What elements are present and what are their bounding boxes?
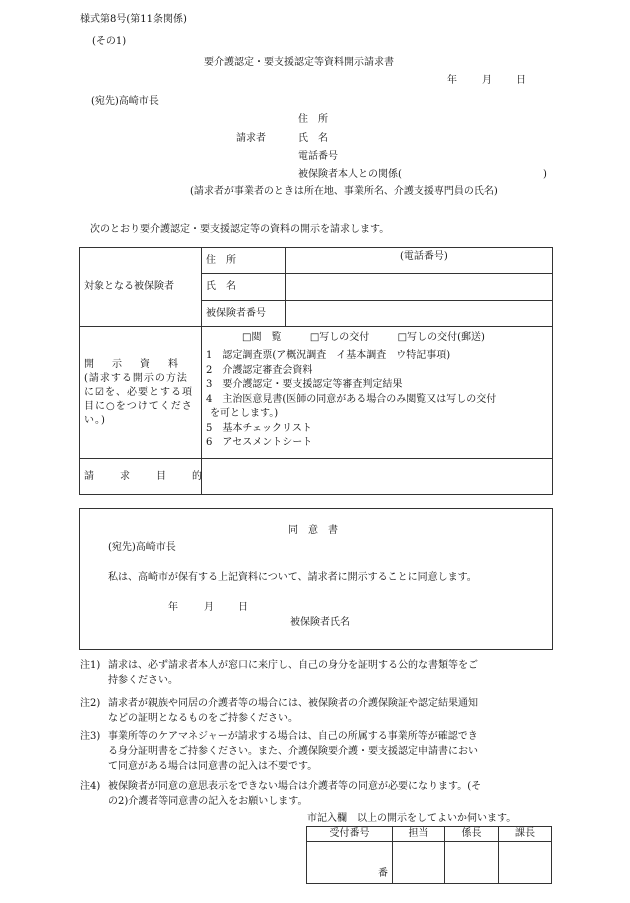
office-chief-stamp[interactable] [445, 842, 499, 884]
note-text: 請求は、必ず請求者本人が窓口に来庁し、自己の身分を証明する公的な書類等をご 持参ください。 [108, 660, 478, 686]
insured-address-label: 住 所 [202, 248, 286, 274]
consent-addressee: (宛先)高崎市長 [108, 542, 176, 553]
office-reception-number[interactable] [307, 842, 393, 884]
office-header-chief: 係長 [445, 827, 499, 842]
note-label: 注2) [80, 698, 101, 709]
request-table [79, 247, 553, 495]
requester-address-label: 住 所 [298, 114, 328, 125]
note-label: 注4) [80, 781, 101, 792]
disclosure-item[interactable]: 4 主治医意見書(医師の同意がある場合のみ閲覧又は写しの交付 [206, 393, 497, 405]
insured-phone-hint: (電話番号) [400, 251, 448, 262]
office-header-reception: 受付番号 [307, 827, 393, 842]
insured-address-field[interactable] [286, 248, 553, 274]
method-mail-checkbox[interactable]: □写しの交付(郵送) [397, 332, 485, 343]
page-title: 要介護認定・要支援認定等資料開示請求書 [204, 57, 394, 68]
form-number: 様式第8号(第11条関係) [80, 14, 187, 25]
insured-number-field[interactable] [286, 301, 553, 327]
purpose-field[interactable] [202, 459, 553, 495]
disclosure-item[interactable]: 6 アセスメントシート [206, 437, 313, 448]
disclosure-label: 開示資料 [84, 358, 196, 370]
consent-body: 私は、高崎市が保有する上記資料について、請求者に開示することに同意します。 [108, 572, 477, 583]
office-manager-stamp[interactable] [499, 842, 552, 884]
note-2 [80, 696, 560, 728]
disclosure-item[interactable]: 1 認定調査票(ア概況調査 イ基本調査 ウ特記事項) [206, 350, 451, 361]
note-text: 被保険者が同意の意思表示をできない場合は介護者等の同意が必要になります。(そ の2)介護者等同意書の記入をお願いします。 [108, 781, 482, 807]
date-day: 日 [516, 75, 526, 86]
disclosure-methods [242, 331, 548, 345]
consent-day: 日 [238, 602, 248, 613]
date-month: 月 [482, 75, 492, 86]
requester-label: 請求者 [236, 133, 266, 144]
insured-label: 対象となる被保険者 [80, 248, 202, 327]
disclosure-items-cell [202, 327, 553, 459]
number-suffix: 番 [378, 868, 388, 879]
intro-text: 次のとおり要介護認定・要支援認定等の資料の開示を請求します。 [90, 224, 390, 235]
form-sub-number: (その1) [92, 36, 127, 47]
note-label: 注1) [80, 660, 101, 671]
disclosure-item[interactable]: 3 要介護認定・要支援認定等審査判定結果 [206, 379, 403, 390]
method-view-checkbox[interactable]: □閲 覧 [242, 332, 282, 343]
note-3 [80, 729, 560, 777]
method-copy-checkbox[interactable]: □写しの交付 [309, 332, 370, 343]
office-table [306, 826, 552, 884]
office-staff-stamp[interactable] [393, 842, 445, 884]
purpose-label: 請求目的 [80, 459, 202, 495]
requester-relation-close: ) [543, 169, 547, 180]
insured-number-label: 被保険者番号 [202, 301, 286, 327]
disclosure-item[interactable]: 2 介護認定審査会資料 [206, 364, 313, 376]
disclosure-item[interactable]: 5 基本チェックリスト [206, 422, 312, 434]
requester-relation-label: 被保険者本人との関係( [298, 169, 402, 180]
requester-phone-label: 電話番号 [298, 151, 338, 162]
note-text: 請求者が親族や同居の介護者等の場合には、被保険者の介護保険証や認定結果通知 などの証明となるものをご持参ください。 [108, 698, 478, 724]
consent-year: 年 [168, 602, 178, 613]
note-label: 注3) [80, 731, 101, 742]
addressee: (宛先)高崎市長 [91, 96, 159, 107]
consent-month: 月 [204, 602, 214, 613]
consent-title: 同 意 書 [288, 525, 338, 536]
disclosure-item-continued: を可とします。) [210, 408, 279, 419]
consent-signer-label: 被保険者氏名 [290, 617, 350, 628]
office-caption: 市記入欄 以上の開示をしてよいか伺います。 [307, 813, 517, 824]
office-header-manager: 課長 [499, 827, 552, 842]
requester-business-note: (請求者が事業者のときは所在地、事業所名、介護支援専門員の氏名) [190, 186, 498, 197]
office-header-staff: 担当 [393, 827, 445, 842]
requester-name-label: 氏 名 [298, 133, 328, 144]
date-year: 年 [447, 75, 457, 86]
consent-box [79, 508, 553, 650]
note-text: 事業所等のケアマネジャーが請求する場合は、自己の所属する事業所等が確認でき る身分証明書をご持参ください。また、介護保険要介護・要支援認定申請書におい て同意がある場合は同意書の記入は不要です。 [108, 731, 478, 772]
disclosure-instruction: (請求する開示の方法に☑を、必要とする項目に○をつけてください。) [84, 372, 193, 426]
disclosure-label-cell [80, 327, 202, 459]
note-1 [80, 658, 560, 690]
insured-name-field[interactable] [286, 274, 553, 301]
note-4 [80, 779, 560, 811]
insured-name-label: 氏 名 [202, 274, 286, 301]
